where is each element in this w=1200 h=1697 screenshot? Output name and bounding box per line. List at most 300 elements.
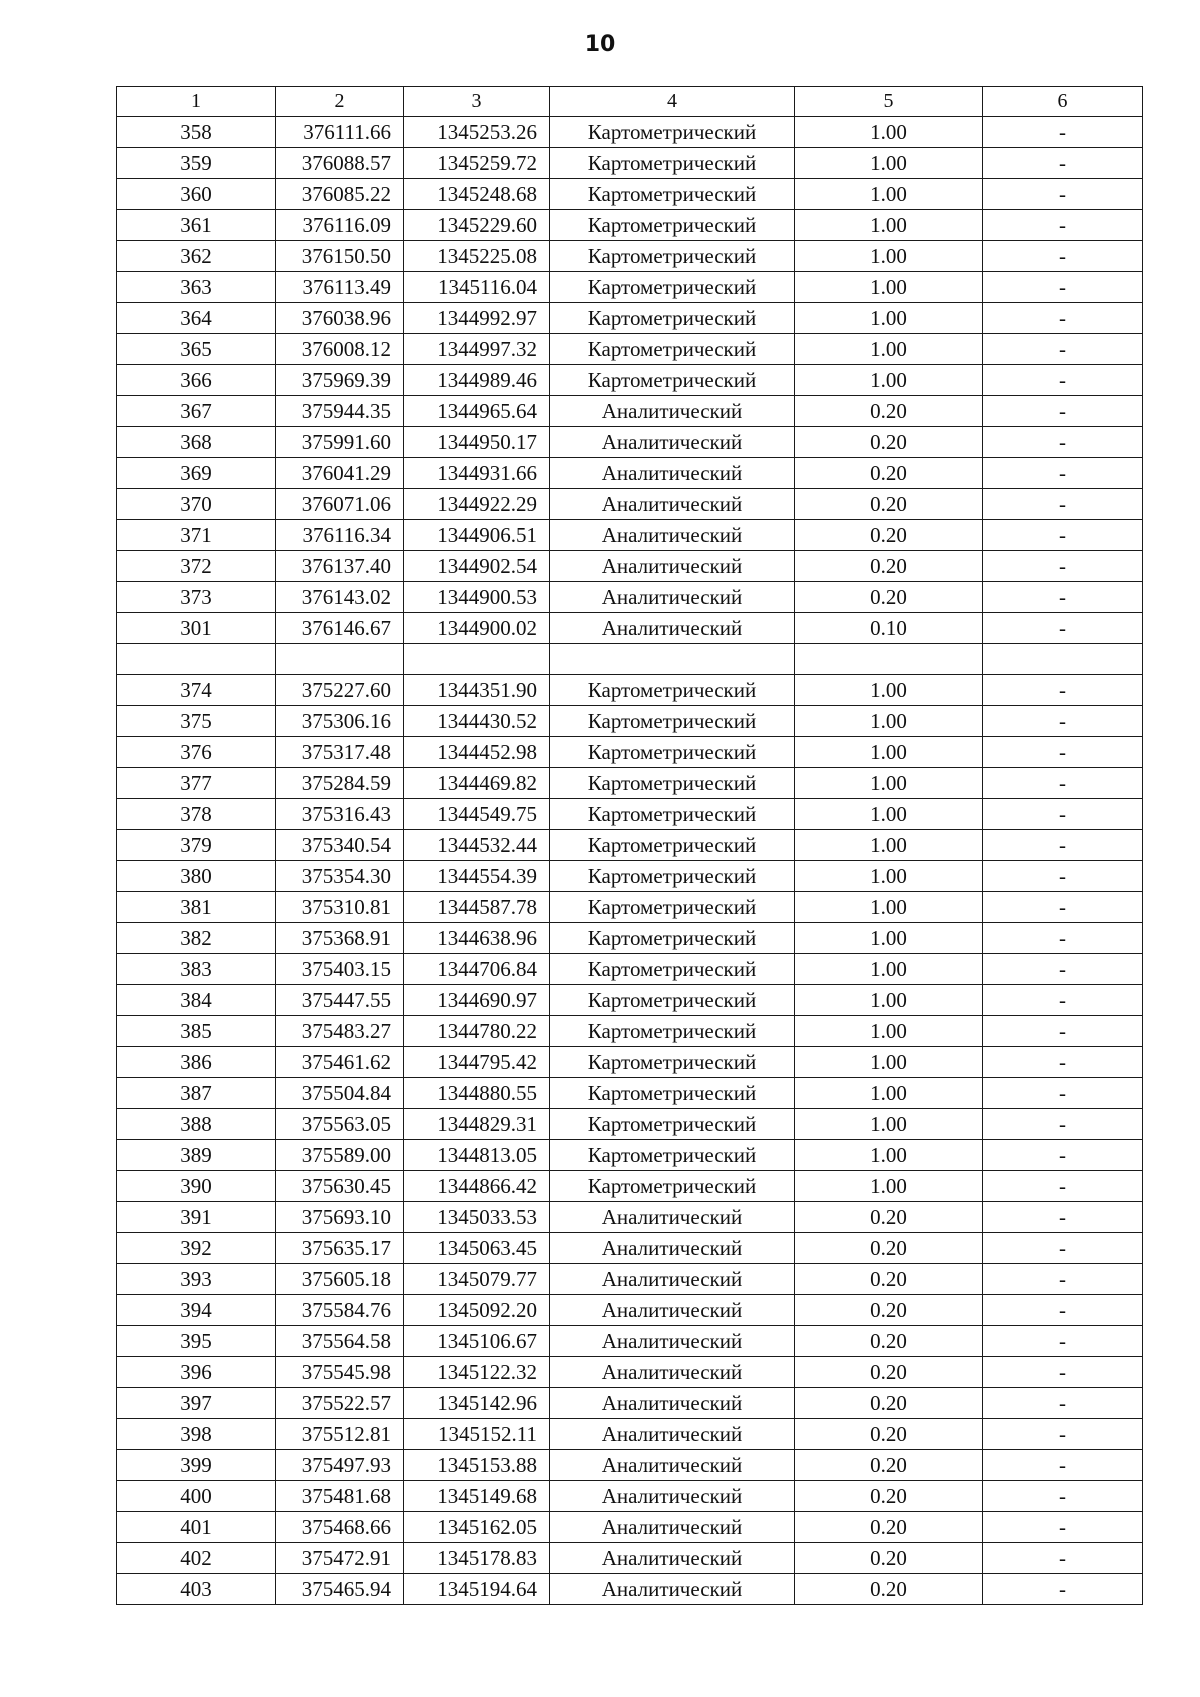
table-row xyxy=(117,985,1143,1016)
description-cell: - xyxy=(983,551,1143,582)
table-row xyxy=(117,1357,1143,1388)
point-number-cell: 374 xyxy=(117,675,276,706)
accuracy-cell: 1.00 xyxy=(795,892,983,923)
point-number-cell: 378 xyxy=(117,799,276,830)
method-cell: Картометрический xyxy=(550,985,795,1016)
coordinate-x-cell: 375563.05 xyxy=(276,1109,404,1140)
table-row xyxy=(117,613,1143,644)
accuracy-cell: 0.20 xyxy=(795,1543,983,1574)
description-cell: - xyxy=(983,458,1143,489)
description-cell: - xyxy=(983,613,1143,644)
accuracy-cell: 1.00 xyxy=(795,861,983,892)
coordinate-x-cell: 376113.49 xyxy=(276,272,404,303)
coordinate-x-cell: 375693.10 xyxy=(276,1202,404,1233)
accuracy-cell: 0.20 xyxy=(795,1295,983,1326)
method-cell: Картометрический xyxy=(550,830,795,861)
table-row xyxy=(117,241,1143,272)
table-row xyxy=(117,1016,1143,1047)
point-number-cell: 370 xyxy=(117,489,276,520)
table-row xyxy=(117,210,1143,241)
description-cell: - xyxy=(983,1109,1143,1140)
description-cell: - xyxy=(983,148,1143,179)
point-number-cell: 392 xyxy=(117,1233,276,1264)
column-header-4: 4 xyxy=(550,87,795,117)
point-number-cell: 373 xyxy=(117,582,276,613)
point-number-cell: 359 xyxy=(117,148,276,179)
coordinate-x-cell: 375403.15 xyxy=(276,954,404,985)
coordinate-y-cell: 1345259.72 xyxy=(404,148,550,179)
coordinate-x-cell: 375461.62 xyxy=(276,1047,404,1078)
point-number-cell: 369 xyxy=(117,458,276,489)
coordinate-y-cell: 1344989.46 xyxy=(404,365,550,396)
page-number: 10 xyxy=(584,32,616,57)
empty-cell xyxy=(117,644,276,675)
method-cell: Аналитический xyxy=(550,1264,795,1295)
accuracy-cell: 0.20 xyxy=(795,427,983,458)
point-number-cell: 401 xyxy=(117,1512,276,1543)
method-cell: Картометрический xyxy=(550,1171,795,1202)
coordinate-y-cell: 1344997.32 xyxy=(404,334,550,365)
accuracy-cell: 1.00 xyxy=(795,830,983,861)
coordinate-y-cell: 1344780.22 xyxy=(404,1016,550,1047)
description-cell: - xyxy=(983,365,1143,396)
coordinate-y-cell: 1344452.98 xyxy=(404,737,550,768)
accuracy-cell: 1.00 xyxy=(795,923,983,954)
accuracy-cell: 0.20 xyxy=(795,1233,983,1264)
method-cell: Картометрический xyxy=(550,1016,795,1047)
point-number-cell: 391 xyxy=(117,1202,276,1233)
description-cell: - xyxy=(983,272,1143,303)
accuracy-cell: 0.20 xyxy=(795,489,983,520)
description-cell: - xyxy=(983,520,1143,551)
method-cell: Аналитический xyxy=(550,1233,795,1264)
table-row xyxy=(117,675,1143,706)
accuracy-cell: 1.00 xyxy=(795,148,983,179)
method-cell: Картометрический xyxy=(550,799,795,830)
description-cell: - xyxy=(983,1264,1143,1295)
accuracy-cell: 0.20 xyxy=(795,520,983,551)
point-number-cell: 363 xyxy=(117,272,276,303)
coordinate-x-cell: 376116.09 xyxy=(276,210,404,241)
point-number-cell: 367 xyxy=(117,396,276,427)
coordinate-x-cell: 375584.76 xyxy=(276,1295,404,1326)
coordinate-x-cell: 375944.35 xyxy=(276,396,404,427)
accuracy-cell: 0.20 xyxy=(795,1357,983,1388)
accuracy-cell: 1.00 xyxy=(795,954,983,985)
point-number-cell: 384 xyxy=(117,985,276,1016)
point-number-cell: 371 xyxy=(117,520,276,551)
description-cell: - xyxy=(983,1388,1143,1419)
accuracy-cell: 0.20 xyxy=(795,1450,983,1481)
coordinate-x-cell: 376088.57 xyxy=(276,148,404,179)
table-row xyxy=(117,1109,1143,1140)
point-number-cell: 364 xyxy=(117,303,276,334)
table-row xyxy=(117,892,1143,923)
description-cell: - xyxy=(983,489,1143,520)
description-cell: - xyxy=(983,1326,1143,1357)
table-row xyxy=(117,799,1143,830)
point-number-cell: 362 xyxy=(117,241,276,272)
table-row xyxy=(117,1450,1143,1481)
coordinate-x-cell: 375468.66 xyxy=(276,1512,404,1543)
coordinate-y-cell: 1345033.53 xyxy=(404,1202,550,1233)
description-cell: - xyxy=(983,675,1143,706)
table-row xyxy=(117,396,1143,427)
method-cell: Картометрический xyxy=(550,768,795,799)
table-row xyxy=(117,551,1143,582)
point-number-cell: 368 xyxy=(117,427,276,458)
description-cell: - xyxy=(983,923,1143,954)
accuracy-cell: 1.00 xyxy=(795,272,983,303)
accuracy-cell: 1.00 xyxy=(795,334,983,365)
description-cell: - xyxy=(983,179,1143,210)
description-cell: - xyxy=(983,210,1143,241)
method-cell: Картометрический xyxy=(550,272,795,303)
coordinate-x-cell: 375483.27 xyxy=(276,1016,404,1047)
accuracy-cell: 0.20 xyxy=(795,396,983,427)
method-cell: Картометрический xyxy=(550,954,795,985)
coordinate-y-cell: 1345092.20 xyxy=(404,1295,550,1326)
description-cell: - xyxy=(983,117,1143,148)
point-number-cell: 399 xyxy=(117,1450,276,1481)
description-cell: - xyxy=(983,985,1143,1016)
coordinate-x-cell: 376150.50 xyxy=(276,241,404,272)
accuracy-cell: 1.00 xyxy=(795,768,983,799)
accuracy-cell: 0.20 xyxy=(795,1388,983,1419)
coordinate-y-cell: 1344638.96 xyxy=(404,923,550,954)
table-row xyxy=(117,458,1143,489)
description-cell: - xyxy=(983,1047,1143,1078)
method-cell: Картометрический xyxy=(550,241,795,272)
table-row xyxy=(117,1233,1143,1264)
point-number-cell: 382 xyxy=(117,923,276,954)
table-row xyxy=(117,582,1143,613)
method-cell: Аналитический xyxy=(550,1357,795,1388)
coordinate-x-cell: 376111.66 xyxy=(276,117,404,148)
table-row xyxy=(117,272,1143,303)
coordinate-y-cell: 1344906.51 xyxy=(404,520,550,551)
coordinate-x-cell: 375227.60 xyxy=(276,675,404,706)
coordinate-y-cell: 1344829.31 xyxy=(404,1109,550,1140)
method-cell: Картометрический xyxy=(550,148,795,179)
description-cell: - xyxy=(983,706,1143,737)
coordinate-x-cell: 375969.39 xyxy=(276,365,404,396)
coordinate-y-cell: 1344549.75 xyxy=(404,799,550,830)
description-cell: - xyxy=(983,830,1143,861)
coordinate-x-cell: 376137.40 xyxy=(276,551,404,582)
description-cell: - xyxy=(983,1078,1143,1109)
coordinate-x-cell: 375447.55 xyxy=(276,985,404,1016)
coordinate-y-cell: 1345248.68 xyxy=(404,179,550,210)
table-row xyxy=(117,954,1143,985)
column-header-3: 3 xyxy=(404,87,550,117)
method-cell: Картометрический xyxy=(550,1047,795,1078)
table-row xyxy=(117,737,1143,768)
method-cell: Картометрический xyxy=(550,675,795,706)
coordinate-y-cell: 1344587.78 xyxy=(404,892,550,923)
table-row xyxy=(117,427,1143,458)
description-cell: - xyxy=(983,954,1143,985)
method-cell: Картометрический xyxy=(550,861,795,892)
coordinate-x-cell: 376008.12 xyxy=(276,334,404,365)
method-cell: Картометрический xyxy=(550,179,795,210)
method-cell: Аналитический xyxy=(550,458,795,489)
description-cell: - xyxy=(983,241,1143,272)
coordinate-x-cell: 375316.43 xyxy=(276,799,404,830)
point-number-cell: 388 xyxy=(117,1109,276,1140)
method-cell: Картометрический xyxy=(550,303,795,334)
description-cell: - xyxy=(983,892,1143,923)
table-row xyxy=(117,1388,1143,1419)
table-row xyxy=(117,179,1143,210)
point-number-cell: 387 xyxy=(117,1078,276,1109)
coordinate-x-cell: 375340.54 xyxy=(276,830,404,861)
coordinate-x-cell: 376146.67 xyxy=(276,613,404,644)
method-cell: Аналитический xyxy=(550,1450,795,1481)
description-cell: - xyxy=(983,799,1143,830)
method-cell: Картометрический xyxy=(550,117,795,148)
accuracy-cell: 0.20 xyxy=(795,458,983,489)
method-cell: Аналитический xyxy=(550,582,795,613)
point-number-cell: 376 xyxy=(117,737,276,768)
column-header-2: 2 xyxy=(276,87,404,117)
coordinate-y-cell: 1345149.68 xyxy=(404,1481,550,1512)
table-row xyxy=(117,1140,1143,1171)
description-cell: - xyxy=(983,334,1143,365)
coordinate-x-cell: 376085.22 xyxy=(276,179,404,210)
accuracy-cell: 1.00 xyxy=(795,210,983,241)
method-cell: Картометрический xyxy=(550,706,795,737)
point-number-cell: 301 xyxy=(117,613,276,644)
method-cell: Картометрический xyxy=(550,365,795,396)
point-number-cell: 375 xyxy=(117,706,276,737)
point-number-cell: 361 xyxy=(117,210,276,241)
accuracy-cell: 1.00 xyxy=(795,799,983,830)
coordinate-x-cell: 376071.06 xyxy=(276,489,404,520)
coordinate-y-cell: 1345225.08 xyxy=(404,241,550,272)
coordinate-x-cell: 376116.34 xyxy=(276,520,404,551)
description-cell: - xyxy=(983,1140,1143,1171)
point-number-cell: 396 xyxy=(117,1357,276,1388)
method-cell: Аналитический xyxy=(550,613,795,644)
point-number-cell: 402 xyxy=(117,1543,276,1574)
description-cell: - xyxy=(983,1295,1143,1326)
description-cell: - xyxy=(983,768,1143,799)
accuracy-cell: 0.20 xyxy=(795,1202,983,1233)
empty-cell xyxy=(276,644,404,675)
point-number-cell: 386 xyxy=(117,1047,276,1078)
coordinate-y-cell: 1345178.83 xyxy=(404,1543,550,1574)
coordinate-x-cell: 375354.30 xyxy=(276,861,404,892)
coordinate-y-cell: 1345079.77 xyxy=(404,1264,550,1295)
accuracy-cell: 1.00 xyxy=(795,985,983,1016)
method-cell: Аналитический xyxy=(550,551,795,582)
method-cell: Аналитический xyxy=(550,1326,795,1357)
table-row xyxy=(117,1202,1143,1233)
coordinate-y-cell: 1344902.54 xyxy=(404,551,550,582)
coordinate-x-cell: 375310.81 xyxy=(276,892,404,923)
point-number-cell: 389 xyxy=(117,1140,276,1171)
table-row xyxy=(117,1047,1143,1078)
coordinate-x-cell: 375522.57 xyxy=(276,1388,404,1419)
table-row xyxy=(117,520,1143,551)
coordinate-x-cell: 375481.68 xyxy=(276,1481,404,1512)
column-header-6: 6 xyxy=(983,87,1143,117)
coordinate-x-cell: 376038.96 xyxy=(276,303,404,334)
table-row xyxy=(117,923,1143,954)
point-number-cell: 360 xyxy=(117,179,276,210)
coordinate-x-cell: 375284.59 xyxy=(276,768,404,799)
coordinate-x-cell: 375589.00 xyxy=(276,1140,404,1171)
description-cell: - xyxy=(983,582,1143,613)
description-cell: - xyxy=(983,427,1143,458)
method-cell: Аналитический xyxy=(550,1388,795,1419)
coordinate-x-cell: 376041.29 xyxy=(276,458,404,489)
table-row xyxy=(117,1326,1143,1357)
coordinate-y-cell: 1344430.52 xyxy=(404,706,550,737)
point-number-cell: 403 xyxy=(117,1574,276,1605)
method-cell: Аналитический xyxy=(550,1419,795,1450)
point-number-cell: 390 xyxy=(117,1171,276,1202)
point-number-cell: 380 xyxy=(117,861,276,892)
description-cell: - xyxy=(983,861,1143,892)
coordinates-table xyxy=(116,86,1143,1605)
coordinate-x-cell: 376143.02 xyxy=(276,582,404,613)
point-number-cell: 385 xyxy=(117,1016,276,1047)
accuracy-cell: 1.00 xyxy=(795,1171,983,1202)
accuracy-cell: 1.00 xyxy=(795,706,983,737)
point-number-cell: 365 xyxy=(117,334,276,365)
point-number-cell: 372 xyxy=(117,551,276,582)
coordinate-y-cell: 1344813.05 xyxy=(404,1140,550,1171)
point-number-cell: 379 xyxy=(117,830,276,861)
empty-cell xyxy=(983,644,1143,675)
table-row xyxy=(117,303,1143,334)
table-row xyxy=(117,768,1143,799)
point-number-cell: 393 xyxy=(117,1264,276,1295)
coordinate-x-cell: 375306.16 xyxy=(276,706,404,737)
accuracy-cell: 0.20 xyxy=(795,1481,983,1512)
table-row xyxy=(117,706,1143,737)
coordinate-y-cell: 1345063.45 xyxy=(404,1233,550,1264)
accuracy-cell: 0.20 xyxy=(795,1264,983,1295)
method-cell: Аналитический xyxy=(550,1481,795,1512)
point-number-cell: 397 xyxy=(117,1388,276,1419)
coordinate-x-cell: 375991.60 xyxy=(276,427,404,458)
method-cell: Аналитический xyxy=(550,489,795,520)
coordinate-y-cell: 1345116.04 xyxy=(404,272,550,303)
accuracy-cell: 1.00 xyxy=(795,1109,983,1140)
table-row xyxy=(117,148,1143,179)
description-cell: - xyxy=(983,1202,1143,1233)
coordinate-x-cell: 375512.81 xyxy=(276,1419,404,1450)
coordinate-x-cell: 375472.91 xyxy=(276,1543,404,1574)
accuracy-cell: 1.00 xyxy=(795,117,983,148)
point-number-cell: 366 xyxy=(117,365,276,396)
method-cell: Картометрический xyxy=(550,210,795,241)
table-row xyxy=(117,1078,1143,1109)
point-number-cell: 395 xyxy=(117,1326,276,1357)
point-number-cell: 383 xyxy=(117,954,276,985)
coordinate-y-cell: 1345122.32 xyxy=(404,1357,550,1388)
description-cell: - xyxy=(983,303,1143,334)
coordinate-y-cell: 1344900.02 xyxy=(404,613,550,644)
table-header-row xyxy=(117,87,1143,117)
description-cell: - xyxy=(983,1512,1143,1543)
accuracy-cell: 0.20 xyxy=(795,1512,983,1543)
accuracy-cell: 0.10 xyxy=(795,613,983,644)
empty-cell xyxy=(404,644,550,675)
point-number-cell: 381 xyxy=(117,892,276,923)
coordinate-y-cell: 1345253.26 xyxy=(404,117,550,148)
coordinate-x-cell: 375545.98 xyxy=(276,1357,404,1388)
point-number-cell: 377 xyxy=(117,768,276,799)
table-row xyxy=(117,830,1143,861)
description-cell: - xyxy=(983,1233,1143,1264)
method-cell: Картометрический xyxy=(550,1140,795,1171)
table-row xyxy=(117,334,1143,365)
coordinate-y-cell: 1344931.66 xyxy=(404,458,550,489)
coordinate-x-cell: 375465.94 xyxy=(276,1574,404,1605)
method-cell: Картометрический xyxy=(550,892,795,923)
table-separator-row xyxy=(117,644,1143,675)
coordinate-y-cell: 1345142.96 xyxy=(404,1388,550,1419)
point-number-cell: 398 xyxy=(117,1419,276,1450)
method-cell: Картометрический xyxy=(550,737,795,768)
coordinate-y-cell: 1345106.67 xyxy=(404,1326,550,1357)
method-cell: Аналитический xyxy=(550,1295,795,1326)
table-row xyxy=(117,861,1143,892)
accuracy-cell: 0.20 xyxy=(795,1419,983,1450)
accuracy-cell: 1.00 xyxy=(795,365,983,396)
coordinate-y-cell: 1344469.82 xyxy=(404,768,550,799)
accuracy-cell: 1.00 xyxy=(795,303,983,334)
coordinate-y-cell: 1344690.97 xyxy=(404,985,550,1016)
table-row xyxy=(117,117,1143,148)
accuracy-cell: 1.00 xyxy=(795,179,983,210)
coordinate-y-cell: 1345153.88 xyxy=(404,1450,550,1481)
accuracy-cell: 1.00 xyxy=(795,1047,983,1078)
method-cell: Аналитический xyxy=(550,427,795,458)
column-header-1: 1 xyxy=(117,87,276,117)
method-cell: Картометрический xyxy=(550,1109,795,1140)
accuracy-cell: 1.00 xyxy=(795,1016,983,1047)
coordinate-x-cell: 375630.45 xyxy=(276,1171,404,1202)
accuracy-cell: 0.20 xyxy=(795,1326,983,1357)
coordinate-y-cell: 1344866.42 xyxy=(404,1171,550,1202)
table-row xyxy=(117,1419,1143,1450)
empty-cell xyxy=(795,644,983,675)
table-row xyxy=(117,1481,1143,1512)
accuracy-cell: 1.00 xyxy=(795,737,983,768)
column-header-5: 5 xyxy=(795,87,983,117)
description-cell: - xyxy=(983,1574,1143,1605)
coordinate-y-cell: 1344900.53 xyxy=(404,582,550,613)
coordinate-y-cell: 1344554.39 xyxy=(404,861,550,892)
coordinate-y-cell: 1344706.84 xyxy=(404,954,550,985)
method-cell: Аналитический xyxy=(550,1202,795,1233)
coordinate-y-cell: 1344992.97 xyxy=(404,303,550,334)
coordinate-x-cell: 375635.17 xyxy=(276,1233,404,1264)
description-cell: - xyxy=(983,1450,1143,1481)
coordinate-y-cell: 1344351.90 xyxy=(404,675,550,706)
method-cell: Аналитический xyxy=(550,520,795,551)
table-row xyxy=(117,1171,1143,1202)
description-cell: - xyxy=(983,396,1143,427)
coordinate-x-cell: 375317.48 xyxy=(276,737,404,768)
accuracy-cell: 1.00 xyxy=(795,675,983,706)
method-cell: Аналитический xyxy=(550,396,795,427)
